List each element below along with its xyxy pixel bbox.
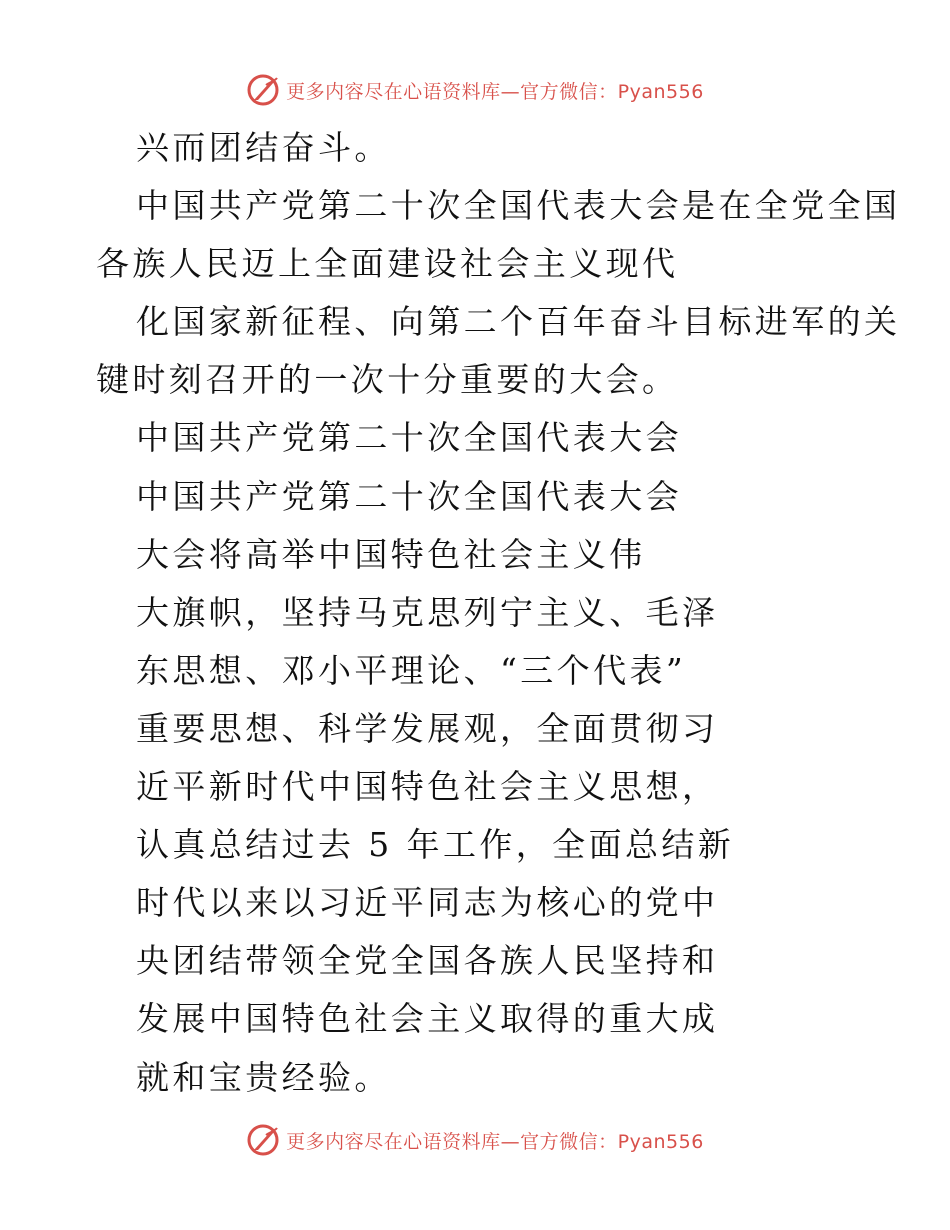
text-line: 重要思想、科学发展观，全面贯彻习 <box>136 708 719 748</box>
text-line: 中国共产党第二十次全国代表大会是在全党全国 <box>136 186 901 226</box>
document-body <box>0 119 950 1107</box>
text-line: 就和宝贵经验。 <box>136 1057 391 1097</box>
text-line: 央团结带领全党全国各族人民坚持和 <box>136 941 719 981</box>
watermark-text: 更多内容尽在心语资料库—官方微信：Pyan556 <box>286 1130 704 1153</box>
text-line: 发展中国特色社会主义取得的重大成 <box>136 999 719 1039</box>
text-line: 大会将高举中国特色社会主义伟 <box>136 534 646 574</box>
quill-pen-circle-icon <box>246 1123 280 1157</box>
text-line: 中国共产党第二十次全国代表大会 <box>136 476 682 516</box>
quill-pen-circle-icon <box>246 73 280 107</box>
text-line: 大旗帜，坚持马克思列宁主义、毛泽 <box>136 592 719 632</box>
text-line: 近平新时代中国特色社会主义思想， <box>136 767 719 807</box>
text-line: 键时刻召开的一次十分重要的大会。 <box>96 360 679 400</box>
watermark-text: 更多内容尽在心语资料库—官方微信：Pyan556 <box>286 80 704 103</box>
watermark-header <box>0 70 950 110</box>
text-line: 中国共产党第二十次全国代表大会 <box>136 418 682 458</box>
text-line: 东思想、邓小平理论、“三个代表” <box>136 650 687 690</box>
text-line: 时代以来以习近平同志为核心的党中 <box>136 883 719 923</box>
text-line: 兴而团结奋斗。 <box>136 128 391 167</box>
watermark-footer <box>0 1120 950 1160</box>
text-line: 认真总结过去 5 年工作，全面总结新 <box>136 825 735 865</box>
text-line: 各族人民迈上全面建设社会主义现代 <box>96 244 679 284</box>
text-line: 化国家新征程、向第二个百年奋斗目标进军的关 <box>136 302 901 342</box>
